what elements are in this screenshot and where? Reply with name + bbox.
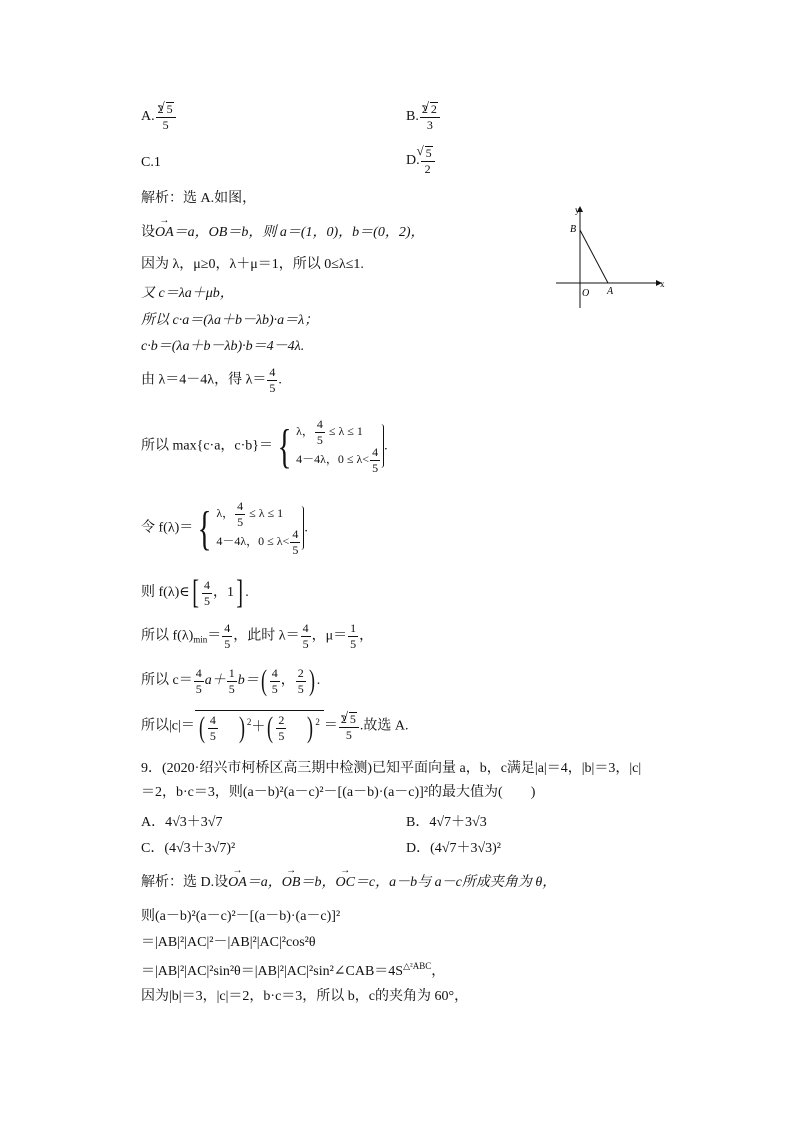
point-a-label: A	[607, 286, 614, 297]
q9-option-d: D．(4√7＋3√3)²	[406, 841, 501, 856]
origin-label: O	[582, 288, 590, 299]
sol8-line11: 所以 $f(\lambda)_{min}=$ $\frac{4}{5}$ ，此时 λ＝ $\frac{4}{5}$ ，μ＝ $\frac{1}{5}$ ，	[141, 621, 374, 651]
sol8-line5: 所以 c·a＝(λa＋b－λb)·a＝λ；	[141, 313, 319, 328]
q9-option-a: A．4√3＋3√7	[141, 815, 223, 830]
option-a: A. $\frac{2√ 5}{5}$	[141, 102, 177, 131]
q9-option-c: C．(4√3＋3√7)²	[141, 841, 236, 856]
q9-line2: ＝2，b·c＝3，则(a－b)²(a－c)²－[(a－b)·(a－c)]²的最大值为( )	[141, 785, 536, 800]
sol9-line2: 则(a－b)²(a－c)²－[(a－b)·(a－c)]²	[141, 909, 341, 924]
sol8-line10: 则 f(λ)∈[ $\frac{4}{5}$ ，1] .	[141, 574, 249, 611]
y-label: y	[575, 205, 580, 215]
option-d: D. √ $\frac{5}{2}$	[406, 146, 436, 175]
sol8-line13: 所以|c|＝ ( $\frac{4}{5}$ ) $^2$＋( $\frac{2}{5}$ ) $^2$ ＝ $\frac{2√ 5}{5}$ .故选 A.	[141, 710, 408, 743]
point-b-label: B	[570, 224, 577, 235]
sol8-line7: 由 λ＝4－4λ，得 λ＝ $\frac{4}{5}$ .	[141, 365, 282, 395]
sol9-line1: 解析：选 D.设OA →＝a，OB →＝b，OC →＝c，a－b与 a－c所成夹角为 θ，	[141, 876, 556, 890]
sol8-line6: c·b＝(λa＋b－λb)·b＝4－4λ.	[141, 339, 305, 354]
q9-line1: 9．(2020·绍兴市柯桥区高三期中检测)已知平面向量 a，b，c满足|a|＝4，|b|＝3，|c|	[141, 761, 642, 776]
coordinate-figure	[550, 200, 670, 315]
sol8-line12: 所以 c＝ $\frac{4}{5}$ a＋ $\frac{1}{5}$ b＝( $\frac{4}{5}$ ， $\frac{2}{5}$ ) .	[141, 664, 321, 697]
sol9-line4: $=|AB|^2|AC|^2\sin^2\theta=|AB|^2|AC|^2\sin^2\angle CAB=4S^{\triangle^2ABC}$，	[141, 961, 446, 979]
x-label: x	[660, 279, 665, 289]
sol9-line5: 因为|b|＝3，|c|＝2，b·c＝3，所以 b，c的夹角为 60°，	[141, 989, 469, 1004]
sol8-line9: 令 f(λ)＝{ λ， $\frac{4}{5}$ ≤ λ ≤ 1 4－4λ，0 ≤ λ< $\frac{4}{5}$ .	[141, 499, 308, 557]
sol9-line3: ＝|AB|²|AC|²－|AB|²|AC|²cos²θ	[141, 935, 316, 950]
option-b: B. $\frac{2√ 2}{3}$	[406, 102, 441, 131]
sol8-line4: 又 c＝λa＋μb，	[141, 286, 234, 301]
sol8-line3: 因为 λ，μ≥0，λ＋μ＝1，所以 0≤λ≤1.	[141, 257, 364, 272]
sol8-line2: 设OA →＝a，OB＝b，则 a＝(1，0)，b＝(0，2)，	[141, 226, 424, 240]
segment-ba	[580, 230, 608, 283]
sol8-line1: 解析：选 A.如图，	[141, 191, 257, 206]
q9-option-b: B．4√7＋3√3	[406, 815, 487, 830]
option-c: C.1	[141, 155, 161, 170]
sol8-line8: 所以 max{c·a，c·b}＝{ λ， $\frac{4}{5}$ ≤ λ ≤ 1 4－4λ，0 ≤ λ< $\frac{4}{5}$ .	[141, 417, 388, 475]
